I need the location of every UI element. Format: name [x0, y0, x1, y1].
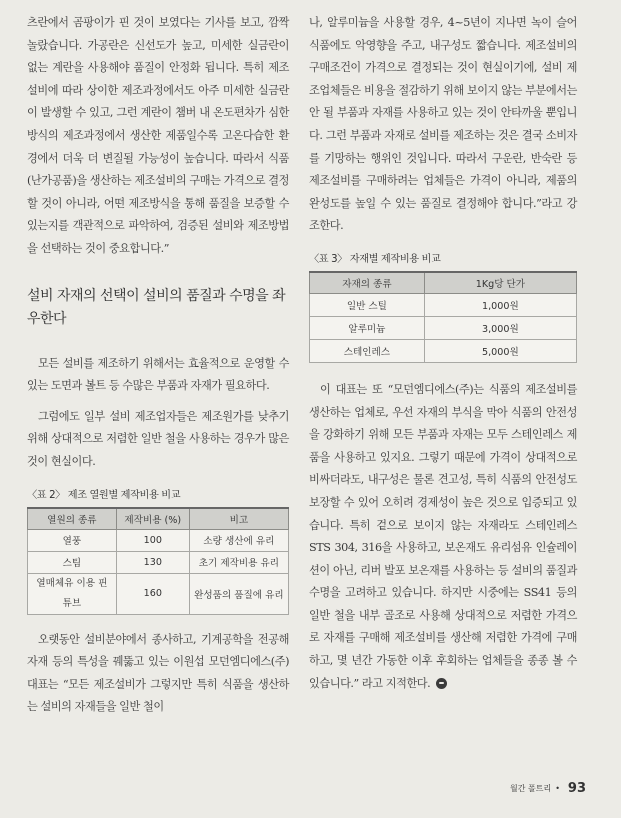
table-2-title: 〈표 2〉 제조 열원별 제작비용 비교 [27, 489, 181, 501]
left-column [27, 12, 289, 719]
table-row [28, 573, 289, 614]
table-3 [309, 271, 577, 363]
page-footer [510, 778, 586, 797]
table-row [28, 529, 289, 551]
page-number: 93 [567, 781, 586, 796]
table-2-header: 제작비용 (%) [116, 508, 189, 530]
table-2-header: 비고 [189, 508, 288, 530]
table-cell: 열매체유 이용 핀튜브 [28, 573, 117, 614]
table-cell: 초기 제작비용 유리 [189, 551, 288, 573]
left-paragraph-3: 그럼에도 일부 설비 제조업자들은 제조원가를 낮추기 위해 상대적으로 저렴한 일반 철을 사용하는 경우가 많은 것이 현실이다. [27, 409, 289, 468]
table-cell: 130 [116, 551, 189, 573]
table-cell: 1,000원 [424, 293, 576, 316]
table-cell: 일반 스틸 [310, 293, 425, 316]
table-cell: 스테인레스 [310, 339, 425, 362]
table-cell: 스팀 [28, 551, 117, 573]
left-paragraph-4: 오랫동안 설비분야에서 종사하고, 기계공학을 전공해 자재 등의 특성을 꿰뚫고 있는 이원섭 모던엠디에스(주) 대표는 “모든 제조설비가 그렇지만 특히 식품을 생산하는 설비의 자재들을 일반 철이 [27, 632, 289, 714]
table-3-title: 〈표 3〉 자재별 제작비용 비교 [309, 253, 441, 265]
right-paragraph-2-text: 이 대표는 또 “모던엠디에스(주)는 식품의 제조설비를 생산하는 업체로, 우선 자재의 부식을 막아 식품의 안전성을 강화하기 위해 모든 부품과 자재는 모두 스테인레스 제품을 사용하고 있지요. 그렇기 때문에 가격이 상대적으로 비싸더라도, 내구성은 물론 견고성, 특히 식품의 안전성도 보장할 수 있어 오히려 경제성이 높은 것으로 입증되고 있습니다. 특히 겉으로 보이지 않는 자재라도 스테인레스 STS 304, 316을 사용하고, 보온재도 유리섬유 인슐레이션이 아닌, 리버 발포 보온재를 사용하는 등 설비의 품질과 수명을 고려하고 있습니다. 하지만 시중에는 SS41 등의 일반 철을 내부 골조로 사용해 상대적으로 저렴한 가격으로 자재를 구매해 제조설비를 생산해 저렴한 가격에 구매하고, 몇 년간 가동한 이후 후회하는 업체들을 종종 볼 수 있습니다.” 라고 지적한다. [309, 382, 577, 690]
table-row [310, 316, 577, 339]
right-column [309, 12, 577, 695]
table-cell: 알루미늄 [310, 316, 425, 339]
right-paragraph-2 [309, 379, 577, 695]
table-3-header: 1Kg당 단가 [424, 272, 576, 294]
magazine-name: 월간 폴트리 [510, 784, 552, 793]
table-cell: 소량 생산에 유리 [189, 529, 288, 551]
table-cell: 5,000원 [424, 339, 576, 362]
table-row [310, 339, 577, 362]
table-2 [27, 507, 289, 615]
left-paragraph-1: 츠란에서 곰팡이가 핀 것이 보였다는 기사를 보고, 깜짝 놀랐습니다. 가공란은 신선도가 높고, 미세한 실금란이 없는 계란을 사용해야 품질이 안정화 됩니다. 특히 제조설비에 따라 상이한 제조과정에서도 아주 미세한 실금란이 발생할 수 있고, 그런 계란이 챔버 내 온도편차가 심한 방식의 제조과정에서 생산한 제품일수록 고온다습한 환경에서 더욱 더 변질될 가능성이 높습니다. 따라서 식품 (난가공품)을 생산하는 제조설비의 구매는 가격으로 결정할 것이 아니라, 어떤 제조방식을 통해 품질을 보증할 수 있는지를 객관적으로 파악하여, 검증된 설비와 제조방법을 선택하는 것이 중요합니다.” [27, 16, 289, 255]
left-paragraph-2: 모든 설비를 제조하기 위해서는 효율적으로 운영할 수 있는 도면과 볼트 등 수많은 부품과 자재가 필요하다. [27, 356, 289, 393]
table-cell: 160 [116, 573, 189, 614]
table-row [310, 293, 577, 316]
right-paragraph-1: 나, 알루미늄을 사용할 경우, 4~5년이 지나면 녹이 슬어 식품에도 악영향을 주고, 내구성도 짧습니다. 제조설비의 구매조건이 가격으로 결정되는 것이 현실이기에, 설비 제조업체들은 비용을 절감하기 위해 보이지 않는 부분에서는 안 될 부품과 자재를 사용하고 있는 것이 안타까울 뿐입니다. 그런 부품과 자재로 설비를 제조하는 것은 결국 소비자를 기망하는 행위인 것입니다. 따라서 구운란, 반숙란 등 제조설비를 구매하려는 업체들은 가격이 아니라, 제품의 완성도를 높일 수 있는 품질로 결정해야 합니다.”라고 강조한다. [309, 16, 577, 233]
table-cell: 열풍 [28, 529, 117, 551]
table-2-header: 열원의 종류 [28, 508, 117, 530]
table-3-header: 자재의 종류 [310, 272, 425, 294]
end-mark-icon [436, 678, 447, 689]
table-cell: 100 [116, 529, 189, 551]
table-cell: 3,000원 [424, 316, 576, 339]
footer-separator-icon: • [555, 784, 560, 793]
table-cell: 완성품의 품질에 유리 [189, 573, 288, 614]
section-heading: 설비 자재의 선택이 설비의 품질과 수명을 좌우한다 [27, 287, 286, 327]
table-row [28, 551, 289, 573]
